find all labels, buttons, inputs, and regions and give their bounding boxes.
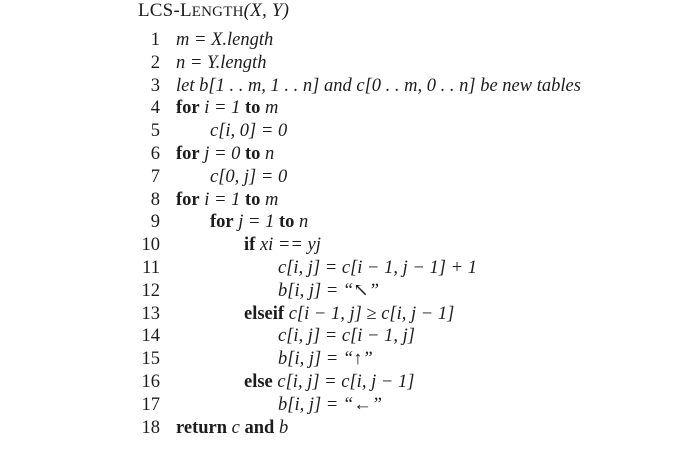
keyword: elseif — [244, 303, 285, 324]
code-text: b[i, j] = “←” — [278, 394, 382, 415]
keyword: else — [244, 372, 273, 392]
code-text: m — [260, 98, 279, 119]
line-number: 17 — [141, 394, 160, 415]
line-number: 16 — [141, 372, 160, 392]
code-text: c[i, 0] = 0 — [210, 121, 288, 142]
line-number: 14 — [141, 326, 160, 347]
keyword: to — [245, 98, 261, 119]
keyword: if — [244, 235, 256, 256]
line-code — [210, 120, 287, 142]
keyword: for — [176, 144, 200, 164]
line-code — [278, 325, 415, 347]
code-text: i = 1 — [199, 98, 245, 119]
line-code — [176, 143, 274, 165]
keyword: for — [210, 212, 234, 233]
code-text: xi == yj — [255, 235, 321, 256]
line-number: 12 — [141, 280, 160, 301]
code-text: m = X.length — [176, 30, 274, 50]
line-number: 3 — [150, 75, 160, 96]
keyword: for — [176, 98, 200, 119]
procedure-args: (X, Y) — [243, 0, 290, 21]
line-number: 5 — [150, 121, 160, 142]
line-code — [278, 348, 373, 370]
line-code — [244, 303, 454, 325]
keyword: for — [176, 189, 200, 210]
code-text: b — [274, 417, 289, 438]
code-text: b[i, j] = “↖” — [278, 280, 379, 301]
line-number: 7 — [150, 166, 160, 187]
line-code — [176, 189, 278, 211]
line-number: 18 — [141, 417, 160, 438]
code-text: n — [294, 212, 309, 233]
code-text: c[i − 1, j] ≥ c[i, j − 1] — [284, 303, 455, 324]
code-text: c[i, j] = c[i − 1, j] — [278, 326, 415, 347]
code-text: n — [260, 144, 275, 164]
line-code — [278, 280, 379, 302]
code-text: n = Y.length — [176, 52, 267, 73]
line-code — [176, 75, 581, 97]
line-number: 1 — [150, 30, 160, 50]
line-code — [244, 371, 414, 393]
line-number: 4 — [150, 98, 160, 119]
code-text: c — [227, 417, 245, 438]
line-code — [176, 97, 278, 119]
line-code — [210, 166, 287, 188]
line-code — [244, 234, 321, 256]
line-code — [176, 29, 273, 51]
code-text: c[i, j] = c[i − 1, j − 1] + 1 — [278, 258, 477, 278]
line-code — [210, 211, 308, 233]
code-text: let b[1 . . m, 1 . . n] and c[0 . . m, 0 . . n] be new tables — [176, 75, 581, 96]
line-code — [278, 257, 477, 279]
line-number: 6 — [150, 144, 160, 164]
code-text: c[i, j] = c[i, j − 1] — [272, 372, 415, 392]
code-text: m — [260, 189, 279, 210]
line-number: 13 — [141, 303, 160, 324]
keyword: return — [176, 417, 228, 438]
procedure-name: LCS-LENGTH — [138, 0, 244, 21]
code-text: c[0, j] = 0 — [210, 166, 288, 187]
line-code — [278, 394, 382, 416]
line-number: 11 — [142, 258, 160, 278]
line-number: 8 — [150, 189, 160, 210]
line-number: 2 — [150, 52, 160, 73]
line-number: 10 — [141, 235, 160, 256]
line-number: 9 — [150, 212, 160, 233]
keyword: and — [244, 417, 275, 438]
code-text: j = 1 — [233, 212, 279, 233]
code-text: i = 1 — [199, 189, 245, 210]
code-text: b[i, j] = “↑” — [278, 349, 373, 370]
line-number: 15 — [141, 349, 160, 370]
line-code — [176, 417, 288, 439]
line-code — [176, 52, 266, 74]
keyword: to — [245, 189, 261, 210]
keyword: to — [279, 212, 295, 233]
keyword: to — [245, 144, 261, 164]
code-text: j = 0 — [199, 144, 245, 164]
procedure-title — [138, 0, 289, 23]
